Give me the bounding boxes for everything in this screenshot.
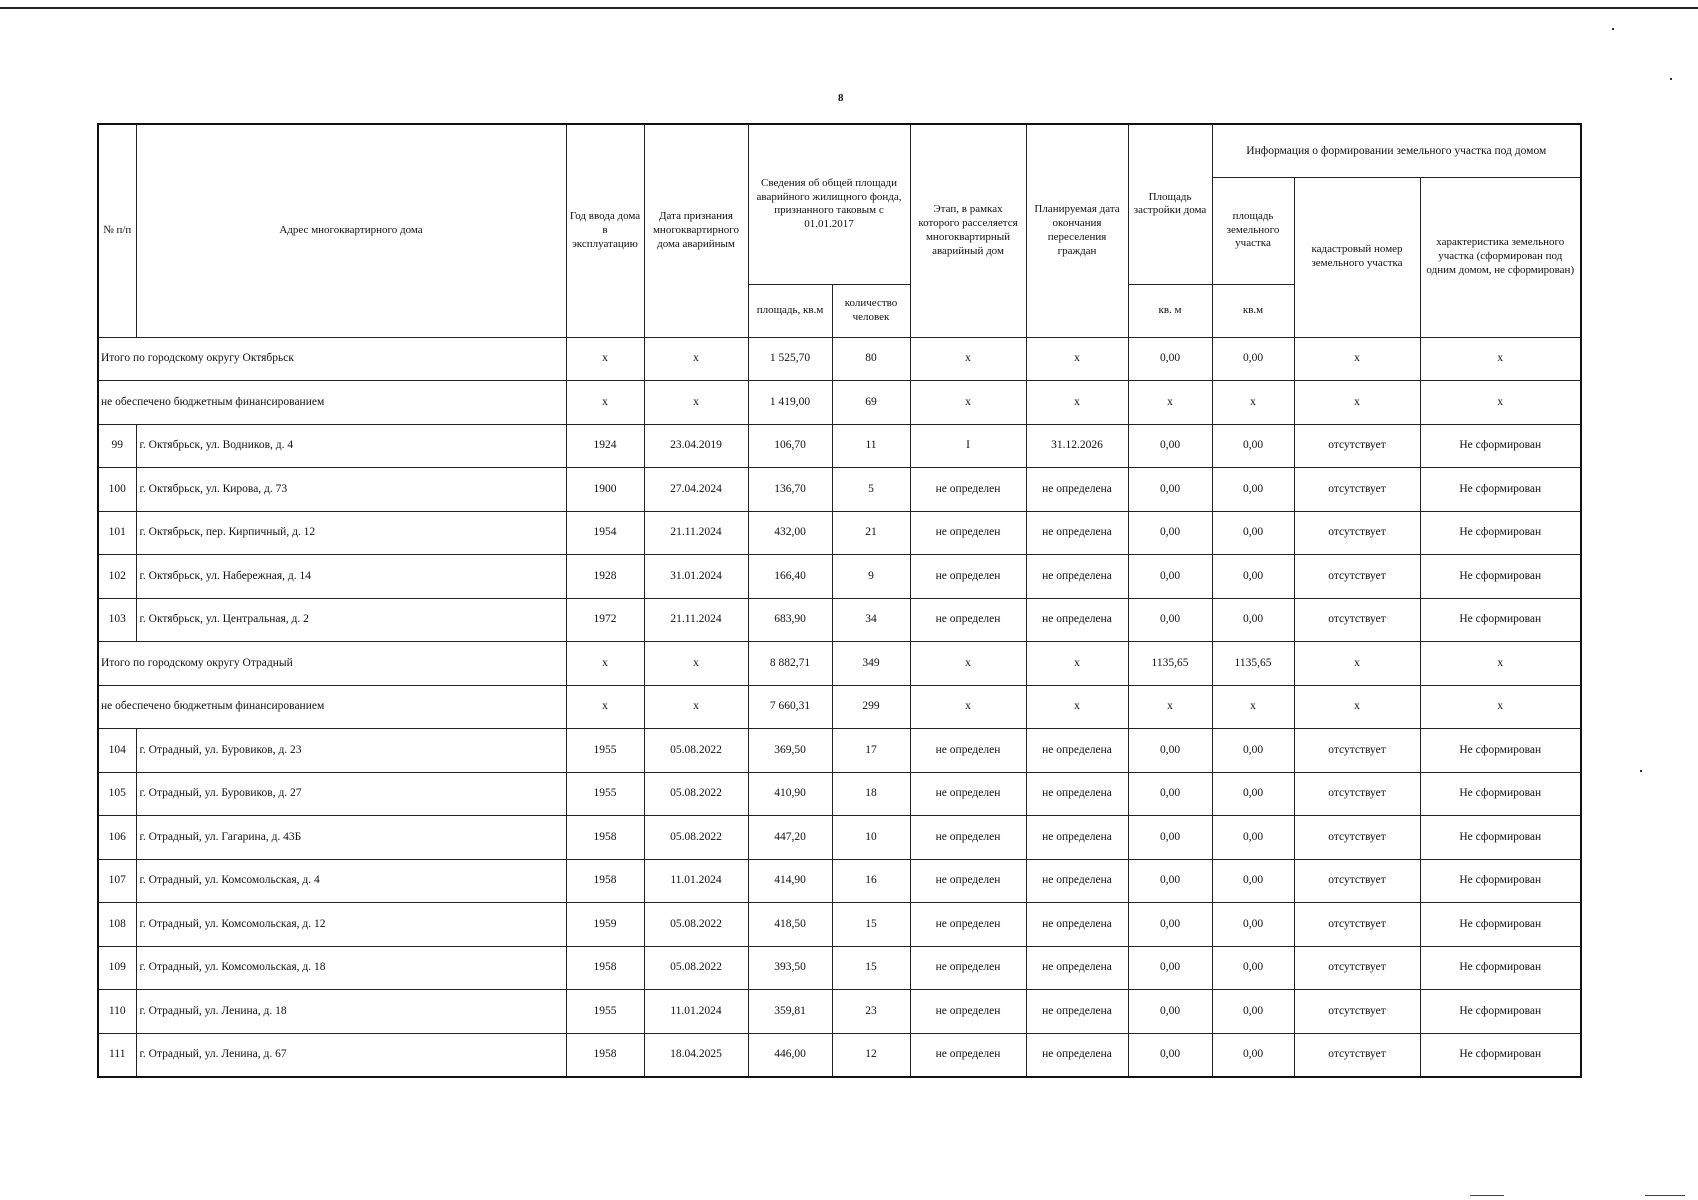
land-char-cell: Не сформирован bbox=[1420, 816, 1581, 860]
num-cell: 105 bbox=[98, 772, 136, 816]
area-cell: 8 882,71 bbox=[748, 642, 832, 686]
num-cell: 107 bbox=[98, 859, 136, 903]
table-row bbox=[98, 772, 1581, 816]
date-cell: 11.01.2024 bbox=[644, 990, 748, 1034]
land-area-cell: 0,00 bbox=[1212, 468, 1294, 512]
cadastral-cell: отсутствует bbox=[1294, 424, 1420, 468]
planned-date-cell: не определена bbox=[1026, 598, 1128, 642]
planned-date-cell: не определена bbox=[1026, 903, 1128, 947]
planned-date-cell: 31.12.2026 bbox=[1026, 424, 1128, 468]
cadastral-cell: х bbox=[1294, 381, 1420, 425]
address-cell: г. Отрадный, ул. Комсомольская, д. 18 bbox=[136, 946, 566, 990]
people-cell: 5 bbox=[832, 468, 910, 512]
land-area-cell: 0,00 bbox=[1212, 511, 1294, 555]
header-cadastral: кадастровый номер земельного участка bbox=[1294, 177, 1420, 337]
date-cell: 05.08.2022 bbox=[644, 946, 748, 990]
land-area-cell: 0,00 bbox=[1212, 903, 1294, 947]
address-cell: г. Октябрьск, ул. Набережная, д. 14 bbox=[136, 555, 566, 599]
land-area-cell: 0,00 bbox=[1212, 772, 1294, 816]
people-cell: 80 bbox=[832, 337, 910, 381]
land-char-cell: Не сформирован bbox=[1420, 772, 1581, 816]
cadastral-cell: отсутствует bbox=[1294, 729, 1420, 773]
land-area-cell: 0,00 bbox=[1212, 598, 1294, 642]
people-cell: 10 bbox=[832, 816, 910, 860]
stage-cell: не определен bbox=[910, 598, 1026, 642]
area-cell: 369,50 bbox=[748, 729, 832, 773]
people-cell: 299 bbox=[832, 685, 910, 729]
built-area-cell: 0,00 bbox=[1128, 946, 1212, 990]
address-cell: г. Отрадный, ул. Комсомольская, д. 4 bbox=[136, 859, 566, 903]
area-cell: 447,20 bbox=[748, 816, 832, 860]
num-cell: 108 bbox=[98, 903, 136, 947]
address-cell: г. Октябрьск, ул. Центральная, д. 2 bbox=[136, 598, 566, 642]
land-area-cell: 0,00 bbox=[1212, 990, 1294, 1034]
built-area-cell: 0,00 bbox=[1128, 598, 1212, 642]
area-cell: 136,70 bbox=[748, 468, 832, 512]
year-cell: 1924 bbox=[566, 424, 644, 468]
cadastral-cell: отсутствует bbox=[1294, 816, 1420, 860]
top-rule bbox=[0, 7, 1698, 9]
people-cell: 15 bbox=[832, 903, 910, 947]
land-char-cell: Не сформирован bbox=[1420, 511, 1581, 555]
planned-date-cell: х bbox=[1026, 642, 1128, 686]
stage-cell: х bbox=[910, 642, 1026, 686]
date-cell: 31.01.2024 bbox=[644, 555, 748, 599]
people-cell: 12 bbox=[832, 1033, 910, 1077]
num-cell: 102 bbox=[98, 555, 136, 599]
num-cell: 109 bbox=[98, 946, 136, 990]
summary-row bbox=[98, 685, 1581, 729]
people-cell: 11 bbox=[832, 424, 910, 468]
land-char-cell: Не сформирован bbox=[1420, 424, 1581, 468]
address-cell: г. Отрадный, ул. Комсомольская, д. 12 bbox=[136, 903, 566, 947]
planned-date-cell: не определена bbox=[1026, 555, 1128, 599]
housing-register-table bbox=[97, 123, 1582, 1078]
stage-cell: не определен bbox=[910, 555, 1026, 599]
people-cell: 18 bbox=[832, 772, 910, 816]
land-area-cell: х bbox=[1212, 685, 1294, 729]
built-area-cell: 0,00 bbox=[1128, 816, 1212, 860]
land-char-cell: х bbox=[1420, 642, 1581, 686]
built-area-cell: 0,00 bbox=[1128, 772, 1212, 816]
planned-date-cell: не определена bbox=[1026, 772, 1128, 816]
stage-cell: не определен bbox=[910, 903, 1026, 947]
table-row bbox=[98, 424, 1581, 468]
header-planned-date: Планируемая дата окончания переселения граждан bbox=[1026, 124, 1128, 337]
planned-date-cell: не определена bbox=[1026, 816, 1128, 860]
planned-date-cell: не определена bbox=[1026, 729, 1128, 773]
people-cell: 16 bbox=[832, 859, 910, 903]
num-cell: 104 bbox=[98, 729, 136, 773]
year-cell: 1955 bbox=[566, 729, 644, 773]
area-cell: 410,90 bbox=[748, 772, 832, 816]
cadastral-cell: отсутствует bbox=[1294, 946, 1420, 990]
header-land-char: характеристика земельного участка (сформирован под одним домом, не сформирован) bbox=[1420, 177, 1581, 337]
date-cell: х bbox=[644, 642, 748, 686]
summary-title: Итого по городскому округу Отрадный bbox=[98, 642, 566, 686]
area-cell: 166,40 bbox=[748, 555, 832, 599]
land-area-cell: 0,00 bbox=[1212, 555, 1294, 599]
area-cell: 432,00 bbox=[748, 511, 832, 555]
planned-date-cell: не определена bbox=[1026, 1033, 1128, 1077]
land-area-cell: 1135,65 bbox=[1212, 642, 1294, 686]
address-cell: г. Октябрьск, ул. Кирова, д. 73 bbox=[136, 468, 566, 512]
summary-row bbox=[98, 381, 1581, 425]
address-cell: г. Отрадный, ул. Ленина, д. 18 bbox=[136, 990, 566, 1034]
address-cell: г. Октябрьск, ул. Водников, д. 4 bbox=[136, 424, 566, 468]
stage-cell: не определен bbox=[910, 946, 1026, 990]
date-cell: х bbox=[644, 337, 748, 381]
built-area-cell: х bbox=[1128, 685, 1212, 729]
land-area-cell: х bbox=[1212, 381, 1294, 425]
year-cell: х bbox=[566, 381, 644, 425]
num-cell: 106 bbox=[98, 816, 136, 860]
area-cell: 393,50 bbox=[748, 946, 832, 990]
scan-mark bbox=[1470, 1195, 1504, 1196]
land-char-cell: х bbox=[1420, 381, 1581, 425]
land-area-cell: 0,00 bbox=[1212, 1033, 1294, 1077]
cadastral-cell: отсутствует bbox=[1294, 772, 1420, 816]
table-row bbox=[98, 816, 1581, 860]
planned-date-cell: х bbox=[1026, 685, 1128, 729]
area-cell: 418,50 bbox=[748, 903, 832, 947]
cadastral-cell: отсутствует bbox=[1294, 903, 1420, 947]
land-area-cell: 0,00 bbox=[1212, 816, 1294, 860]
planned-date-cell: не определена bbox=[1026, 468, 1128, 512]
scan-speck bbox=[1612, 28, 1614, 30]
year-cell: 1958 bbox=[566, 859, 644, 903]
land-char-cell: Не сформирован bbox=[1420, 859, 1581, 903]
num-cell: 110 bbox=[98, 990, 136, 1034]
stage-cell: не определен bbox=[910, 511, 1026, 555]
header-land-area: площадь земельного участка bbox=[1212, 177, 1294, 284]
people-cell: 9 bbox=[832, 555, 910, 599]
planned-date-cell: х bbox=[1026, 381, 1128, 425]
header-date-emergency: Дата признания многоквартирного дома аварийным bbox=[644, 124, 748, 337]
address-cell: г. Отрадный, ул. Гагарина, д. 43Б bbox=[136, 816, 566, 860]
built-area-cell: 0,00 bbox=[1128, 555, 1212, 599]
summary-row bbox=[98, 337, 1581, 381]
summary-title: не обеспечено бюджетным финансированием bbox=[98, 381, 566, 425]
address-cell: г. Октябрьск, пер. Кирпичный, д. 12 bbox=[136, 511, 566, 555]
people-cell: 69 bbox=[832, 381, 910, 425]
page-number: 8 bbox=[838, 92, 844, 104]
land-char-cell: Не сформирован bbox=[1420, 903, 1581, 947]
year-cell: 1900 bbox=[566, 468, 644, 512]
table-row bbox=[98, 859, 1581, 903]
stage-cell: не определен bbox=[910, 990, 1026, 1034]
address-cell: г. Отрадный, ул. Буровиков, д. 27 bbox=[136, 772, 566, 816]
built-area-cell: 0,00 bbox=[1128, 903, 1212, 947]
stage-cell: I bbox=[910, 424, 1026, 468]
land-area-cell: 0,00 bbox=[1212, 859, 1294, 903]
header-row bbox=[98, 124, 1581, 177]
summary-title: не обеспечено бюджетным финансированием bbox=[98, 685, 566, 729]
planned-date-cell: не определена bbox=[1026, 511, 1128, 555]
scan-speck bbox=[1640, 770, 1642, 772]
cadastral-cell: х bbox=[1294, 685, 1420, 729]
header-year: Год ввода дома в эксплуатацию bbox=[566, 124, 644, 337]
table-row bbox=[98, 598, 1581, 642]
built-area-cell: 0,00 bbox=[1128, 859, 1212, 903]
table-row bbox=[98, 729, 1581, 773]
planned-date-cell: х bbox=[1026, 337, 1128, 381]
year-cell: 1958 bbox=[566, 946, 644, 990]
header-address: Адрес многоквартирного дома bbox=[136, 124, 566, 337]
num-cell: 101 bbox=[98, 511, 136, 555]
people-cell: 23 bbox=[832, 990, 910, 1034]
date-cell: 23.04.2019 bbox=[644, 424, 748, 468]
year-cell: 1954 bbox=[566, 511, 644, 555]
land-char-cell: Не сформирован bbox=[1420, 946, 1581, 990]
cadastral-cell: отсутствует bbox=[1294, 598, 1420, 642]
date-cell: 21.11.2024 bbox=[644, 511, 748, 555]
date-cell: 11.01.2024 bbox=[644, 859, 748, 903]
built-area-cell: 0,00 bbox=[1128, 337, 1212, 381]
area-cell: 106,70 bbox=[748, 424, 832, 468]
cadastral-cell: отсутствует bbox=[1294, 990, 1420, 1034]
stage-cell: х bbox=[910, 337, 1026, 381]
address-cell: г. Отрадный, ул. Буровиков, д. 23 bbox=[136, 729, 566, 773]
cadastral-cell: отсутствует bbox=[1294, 511, 1420, 555]
date-cell: 05.08.2022 bbox=[644, 903, 748, 947]
date-cell: 27.04.2024 bbox=[644, 468, 748, 512]
year-cell: 1955 bbox=[566, 772, 644, 816]
area-cell: 1 525,70 bbox=[748, 337, 832, 381]
area-cell: 359,81 bbox=[748, 990, 832, 1034]
scan-mark bbox=[1645, 1195, 1685, 1196]
stage-cell: не определен bbox=[910, 859, 1026, 903]
cadastral-cell: отсутствует bbox=[1294, 859, 1420, 903]
planned-date-cell: не определена bbox=[1026, 946, 1128, 990]
date-cell: 05.08.2022 bbox=[644, 772, 748, 816]
year-cell: 1959 bbox=[566, 903, 644, 947]
table-row bbox=[98, 468, 1581, 512]
people-cell: 349 bbox=[832, 642, 910, 686]
built-area-cell: х bbox=[1128, 381, 1212, 425]
year-cell: х bbox=[566, 642, 644, 686]
year-cell: 1972 bbox=[566, 598, 644, 642]
num-cell: 103 bbox=[98, 598, 136, 642]
stage-cell: не определен bbox=[910, 468, 1026, 512]
area-cell: 414,90 bbox=[748, 859, 832, 903]
stage-cell: не определен bbox=[910, 816, 1026, 860]
header-land-info: Информация о формировании земельного участка под домом bbox=[1212, 124, 1581, 177]
num-cell: 111 bbox=[98, 1033, 136, 1077]
year-cell: 1955 bbox=[566, 990, 644, 1034]
address-cell: г. Отрадный, ул. Ленина, д. 67 bbox=[136, 1033, 566, 1077]
header-area-sqm: площадь, кв.м bbox=[748, 284, 832, 337]
people-cell: 15 bbox=[832, 946, 910, 990]
year-cell: 1928 bbox=[566, 555, 644, 599]
area-cell: 7 660,31 bbox=[748, 685, 832, 729]
table-row bbox=[98, 990, 1581, 1034]
planned-date-cell: не определена bbox=[1026, 859, 1128, 903]
stage-cell: не определен bbox=[910, 772, 1026, 816]
land-char-cell: Не сформирован bbox=[1420, 1033, 1581, 1077]
table-row bbox=[98, 1033, 1581, 1077]
date-cell: 05.08.2022 bbox=[644, 816, 748, 860]
built-area-cell: 0,00 bbox=[1128, 990, 1212, 1034]
year-cell: 1958 bbox=[566, 816, 644, 860]
cadastral-cell: отсутствует bbox=[1294, 468, 1420, 512]
land-char-cell: Не сформирован bbox=[1420, 555, 1581, 599]
land-char-cell: х bbox=[1420, 685, 1581, 729]
area-cell: 683,90 bbox=[748, 598, 832, 642]
stage-cell: не определен bbox=[910, 729, 1026, 773]
header-stage: Этап, в рамках которого расселяется многоквартирный аварийный дом bbox=[910, 124, 1026, 337]
table-row bbox=[98, 903, 1581, 947]
built-area-cell: 0,00 bbox=[1128, 729, 1212, 773]
table-row bbox=[98, 555, 1581, 599]
people-cell: 21 bbox=[832, 511, 910, 555]
people-cell: 17 bbox=[832, 729, 910, 773]
land-char-cell: х bbox=[1420, 337, 1581, 381]
cadastral-cell: отсутствует bbox=[1294, 555, 1420, 599]
land-area-cell: 0,00 bbox=[1212, 337, 1294, 381]
cadastral-cell: х bbox=[1294, 337, 1420, 381]
year-cell: х bbox=[566, 337, 644, 381]
summary-title: Итого по городскому округу Октябрьск bbox=[98, 337, 566, 381]
land-char-cell: Не сформирован bbox=[1420, 468, 1581, 512]
scan-speck bbox=[1670, 78, 1672, 80]
header-built-area-unit: кв. м bbox=[1128, 284, 1212, 337]
land-char-cell: Не сформирован bbox=[1420, 990, 1581, 1034]
cadastral-cell: отсутствует bbox=[1294, 1033, 1420, 1077]
header-built-area: Площадь застройки дома bbox=[1128, 124, 1212, 284]
table-row bbox=[98, 946, 1581, 990]
land-area-cell: 0,00 bbox=[1212, 729, 1294, 773]
cadastral-cell: х bbox=[1294, 642, 1420, 686]
land-char-cell: Не сформирован bbox=[1420, 598, 1581, 642]
table-row bbox=[98, 511, 1581, 555]
header-land-area-unit: кв.м bbox=[1212, 284, 1294, 337]
date-cell: 21.11.2024 bbox=[644, 598, 748, 642]
land-area-cell: 0,00 bbox=[1212, 424, 1294, 468]
num-cell: 99 bbox=[98, 424, 136, 468]
year-cell: 1958 bbox=[566, 1033, 644, 1077]
table-body bbox=[98, 337, 1581, 1077]
header-num: № п/п bbox=[98, 124, 136, 337]
built-area-cell: 1135,65 bbox=[1128, 642, 1212, 686]
year-cell: х bbox=[566, 685, 644, 729]
land-char-cell: Не сформирован bbox=[1420, 729, 1581, 773]
date-cell: 18.04.2025 bbox=[644, 1033, 748, 1077]
built-area-cell: 0,00 bbox=[1128, 424, 1212, 468]
stage-cell: х bbox=[910, 381, 1026, 425]
stage-cell: не определен bbox=[910, 1033, 1026, 1077]
date-cell: х bbox=[644, 381, 748, 425]
date-cell: 05.08.2022 bbox=[644, 729, 748, 773]
planned-date-cell: не определена bbox=[1026, 990, 1128, 1034]
date-cell: х bbox=[644, 685, 748, 729]
summary-row bbox=[98, 642, 1581, 686]
header-fund-info: Сведения об общей площади аварийного жилищного фонда, признанного таковым с 01.01.2017 bbox=[748, 124, 910, 284]
num-cell: 100 bbox=[98, 468, 136, 512]
land-area-cell: 0,00 bbox=[1212, 946, 1294, 990]
built-area-cell: 0,00 bbox=[1128, 1033, 1212, 1077]
stage-cell: х bbox=[910, 685, 1026, 729]
built-area-cell: 0,00 bbox=[1128, 511, 1212, 555]
people-cell: 34 bbox=[832, 598, 910, 642]
built-area-cell: 0,00 bbox=[1128, 468, 1212, 512]
header-people: количество человек bbox=[832, 284, 910, 337]
area-cell: 1 419,00 bbox=[748, 381, 832, 425]
area-cell: 446,00 bbox=[748, 1033, 832, 1077]
